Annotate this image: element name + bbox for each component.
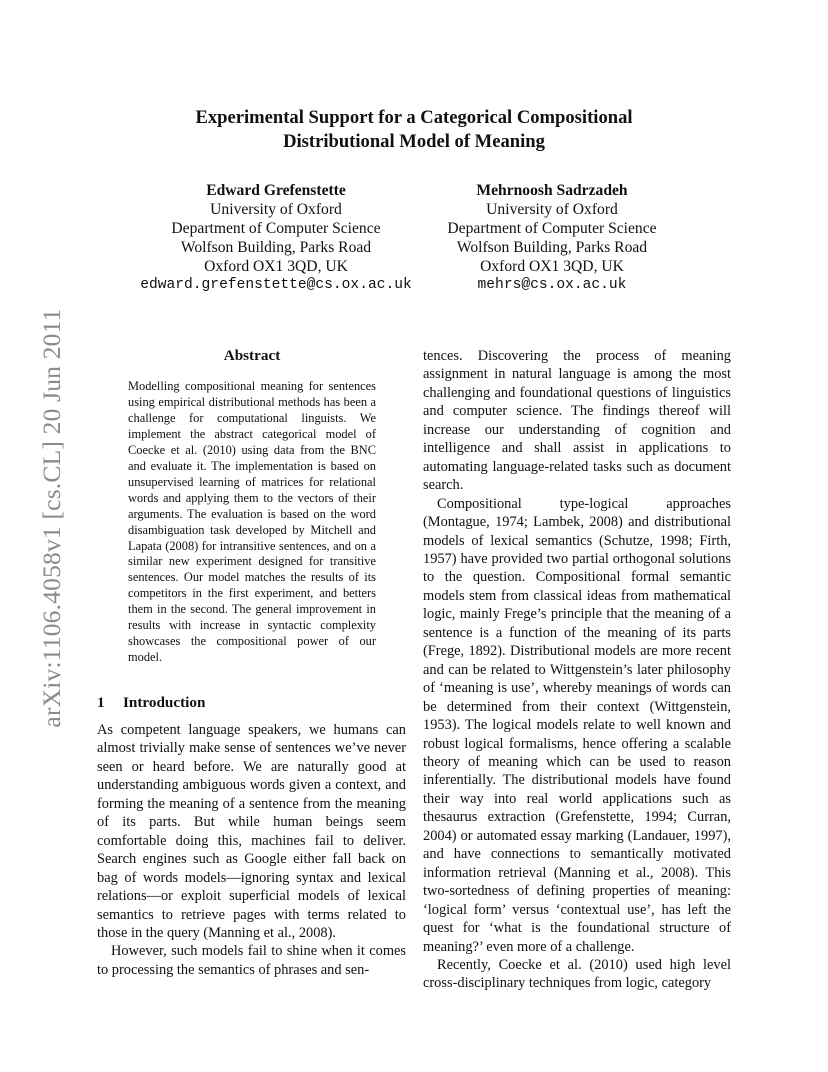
author-email: mehrs@cs.ox.ac.uk [477,277,627,293]
author-block-1 [126,181,426,295]
abstract-heading: Abstract [223,347,281,364]
left-column-body [97,721,406,979]
section-heading [97,694,205,712]
arxiv-stamp: arXiv:1106.4058v1 [cs.CL] 20 Jun 2011 [37,308,66,728]
author-city: Oxford OX1 3QD, UK [204,258,348,275]
title-line-2: Distributional Model of Meaning [283,131,545,152]
author-affiliation: University of Oxford [486,201,618,218]
author-building: Wolfson Building, Parks Road [456,239,648,256]
paper-title [80,106,748,154]
paragraph: Compositional type-logical approaches (Montague, 1974; Lambek, 2008) and distributional models of lexical semantics (Schutze, 1998; Firth, 1957) have provided two partial orthogonal solutions to the question. Compositional formal semantic models stem from classical ideas from mathematical logic, mainly Frege’s principle that the meaning of a sentence is a function of the meaning of its parts (Frege, 1892). Distributional models are more recent and can be related to Wittgenstein’s later philosophy of ‘meaning is use’, whereby meanings of words can be determined from their context (Wittgenstein, 1953). The logical models relate to well known and robust logical formalisms, hence offering a scalable theory of meaning which can be used to reason inferentially. The distributional models have found their way into real world applications such as thesaurus extraction (Grefenstette, 1994; Curran, 2004) or automated essay marking (Landauer, 1997), and have connections to semantically motivated information retrieval (Manning et al., 2008). This two-sortedness of defining properties of meaning: ‘logical form’ versus ‘contextual use’, has left the quest for ‘what is the foundational structure of meaning?’ even more of a challenge. [423,495,731,955]
title-line-1: Experimental Support for a Categorical Compositional [195,107,633,128]
author-department: Department of Computer Science [447,220,657,237]
author-department: Department of Computer Science [171,220,381,237]
paragraph: tences. Discovering the process of meaning assignment in natural language is among the most challenging and foundational questions of linguistics and computer science. The findings thereof will increase our understanding of cognition and intelligence and shall assist in applications to automating language-related tasks such as document search. [423,348,731,494]
paragraph: Recently, Coecke et al. (2010) used high level cross-disciplinary techniques from logic, category [423,956,731,992]
author-email: edward.grefenstette@cs.ox.ac.uk [140,277,412,293]
section-number: 1 [97,694,105,711]
author-building: Wolfson Building, Parks Road [180,239,372,256]
author-name: Mehrnoosh Sadrzadeh [476,182,628,199]
right-column-body [423,347,731,993]
paragraph: As competent language speakers, we humans can almost trivially make sense of sentences we’ve never seen or heard before. We are naturally good at understanding ambiguous words given a context, and forming the meaning of a sentence from the meaning of its parts. But while human beings seem comfortable doing this, machines fail to deliver. Search engines such as Google either fall back on bag of words models—ignoring syntax and lexical relations—or exploit superficial models of lexical semantics to retrieve pages with terms related to those in the query (Manning et al., 2008). [97,722,406,941]
author-name: Edward Grefenstette [206,182,346,199]
section-title: Introduction [123,694,206,711]
abstract-text: Modelling compositional meaning for sentences using empirical distributional methods has been a challenge for computational linguists. We implement the abstract categorical model of Coecke et al. (2010) using data from the BNC and evaluate it. The implementation is based on unsupervised learning of matrices for relational words and applying them to the vectors of their arguments. The evaluation is based on the word disambiguation task developed by Mitchell and Lapata (2008) for intransitive sentences, and on a similar new experiment designed for transitive sentences. Our model matches the results of its competitors in the first experiment, and betters them in the second. The general improvement in results with increase in syntactic complexity showcases the compositional power of our model. [128,379,376,665]
paragraph: However, such models fail to shine when it comes to processing the semantics of phrases and sen- [97,943,406,978]
author-affiliation: University of Oxford [210,201,342,218]
author-city: Oxford OX1 3QD, UK [480,258,624,275]
author-block-2 [422,181,682,295]
